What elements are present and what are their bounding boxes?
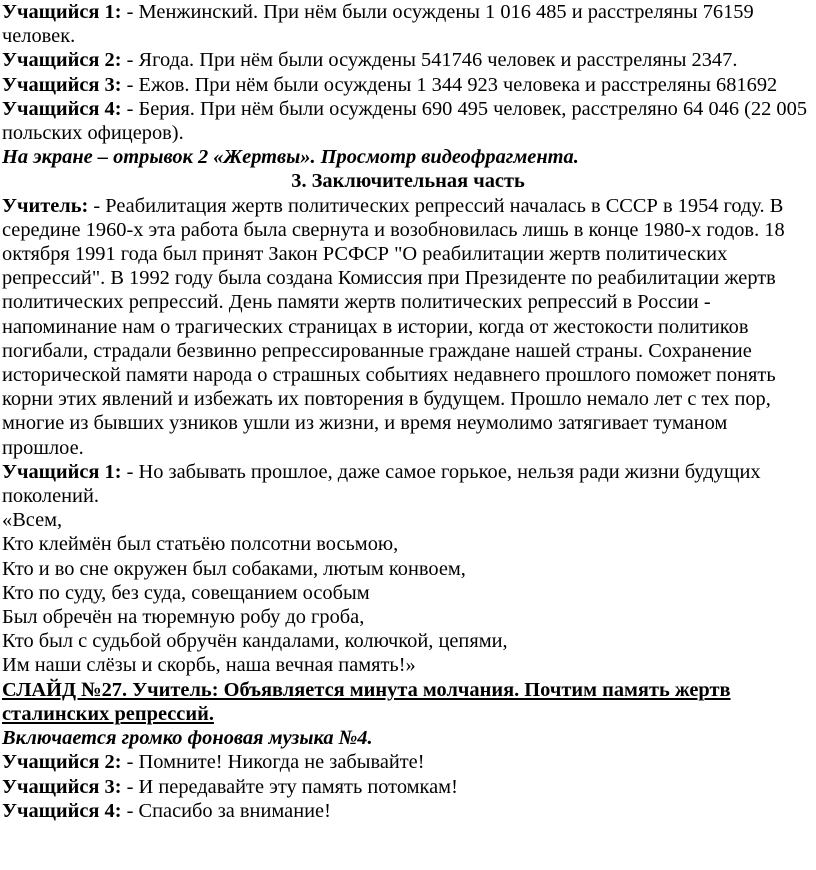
paragraph-teacher bbox=[2, 194, 814, 460]
poem-line: Кто по суду, без суда, совещанием особым bbox=[2, 581, 370, 604]
speaker-label: Учащийся 2: bbox=[2, 751, 122, 774]
paragraph-closing-student3 bbox=[2, 775, 814, 799]
speaker-label: Учащийся 4: bbox=[2, 799, 122, 822]
paragraph-text: - Берия. При нём были осуждены 690 495 человек, расстреляно 64 046 (22 005 польских офицеров). bbox=[2, 97, 808, 145]
paragraph-text: - Спасибо за внимание! bbox=[121, 799, 331, 822]
speaker-label: Учащийся 3: bbox=[2, 775, 122, 798]
paragraph-text: - Но забывать прошлое, даже самое горькое, нельзя ради жизни будущих поколений. bbox=[2, 460, 761, 508]
paragraph-text: - Помните! Никогда не забывайте! bbox=[121, 751, 425, 774]
speaker-label: Учащийся 1: bbox=[2, 460, 122, 483]
paragraph-text: - И передавайте эту память потомкам! bbox=[121, 775, 458, 798]
speaker-label: Учитель: bbox=[2, 194, 89, 217]
speaker-label: Учащийся 1: bbox=[2, 1, 122, 23]
paragraph-text: - Ежов. При нём были осуждены 1 344 923 человека и расстреляны 681692 bbox=[121, 73, 778, 96]
paragraph-closing-student2 bbox=[2, 750, 814, 774]
poem-line: Был обречён на тюремную робу до гроба, bbox=[2, 606, 365, 629]
poem-line: Кто и во сне окружен был собаками, лютым конвоем, bbox=[2, 557, 466, 580]
paragraph-student3 bbox=[2, 73, 814, 97]
screen-note: На экране – отрывок 2 «Жертвы». Просмотр видеофрагмента. bbox=[2, 146, 579, 169]
section-title: 3. Заключительная часть bbox=[291, 170, 525, 193]
paragraph-student4 bbox=[2, 97, 814, 145]
slide-note: СЛАЙД №27. Учитель: Объявляется минута молчания. Почтим память жертв сталинских репрессий. bbox=[2, 678, 731, 725]
paragraph-student1-final bbox=[2, 460, 814, 508]
poem-line: Им наши слёзы и скорбь, наша вечная память!» bbox=[2, 654, 416, 677]
speaker-label: Учащийся 3: bbox=[2, 73, 122, 96]
paragraph-student1 bbox=[2, 0, 814, 48]
poem-line: Кто был с судьбой обручён кандалами, колючкой, цепями, bbox=[2, 630, 508, 653]
poem-line: Кто клеймён был статьёю полсотни восьмою, bbox=[2, 533, 399, 556]
poem bbox=[2, 508, 814, 677]
speaker-label: Учащийся 4: bbox=[2, 97, 122, 120]
paragraph-student2 bbox=[2, 48, 814, 72]
poem-line: «Всем, bbox=[2, 509, 63, 532]
speaker-label: Учащийся 2: bbox=[2, 49, 122, 72]
paragraph-text: - Ягода. При нём были осуждены 541746 человек и расстреляны 2347. bbox=[121, 49, 738, 72]
paragraph-text: - Менжинский. При нём были осуждены 1 016 485 и расстреляны 76159 человек. bbox=[2, 1, 754, 48]
paragraph-closing-student4 bbox=[2, 799, 814, 823]
music-note: Включается громко фоновая музыка №4. bbox=[2, 727, 373, 750]
paragraph-text: - Реабилитация жертв политических репрессий началась в СССР в 1954 году. В середине 1960-х эта работа была свернута и возобновилась лишь в конце 1980-х годов. 18 октября 1991 года был принят Закон РСФСР "О реабилитации жертв политических репрессий". В 1992 году была создана Комиссия при Президенте по реабилитации жертв политических репрессий. День памяти жертв политических репрессий в России - напоминание нам о трагических страницах в истории, когда от жестокости политиков погибали, страдали безвинно репрессированные граждане нашей страны. Сохранение исторической памяти народа о страшных событиях недавнего прошлого поможет понять корни этих явлений и избежать их повторения в будущем. Прошло немало лет с тех пор, многие из бывших узников ушли из жизни, и время неумолимо затягивает туманом прошлое. bbox=[2, 194, 785, 459]
